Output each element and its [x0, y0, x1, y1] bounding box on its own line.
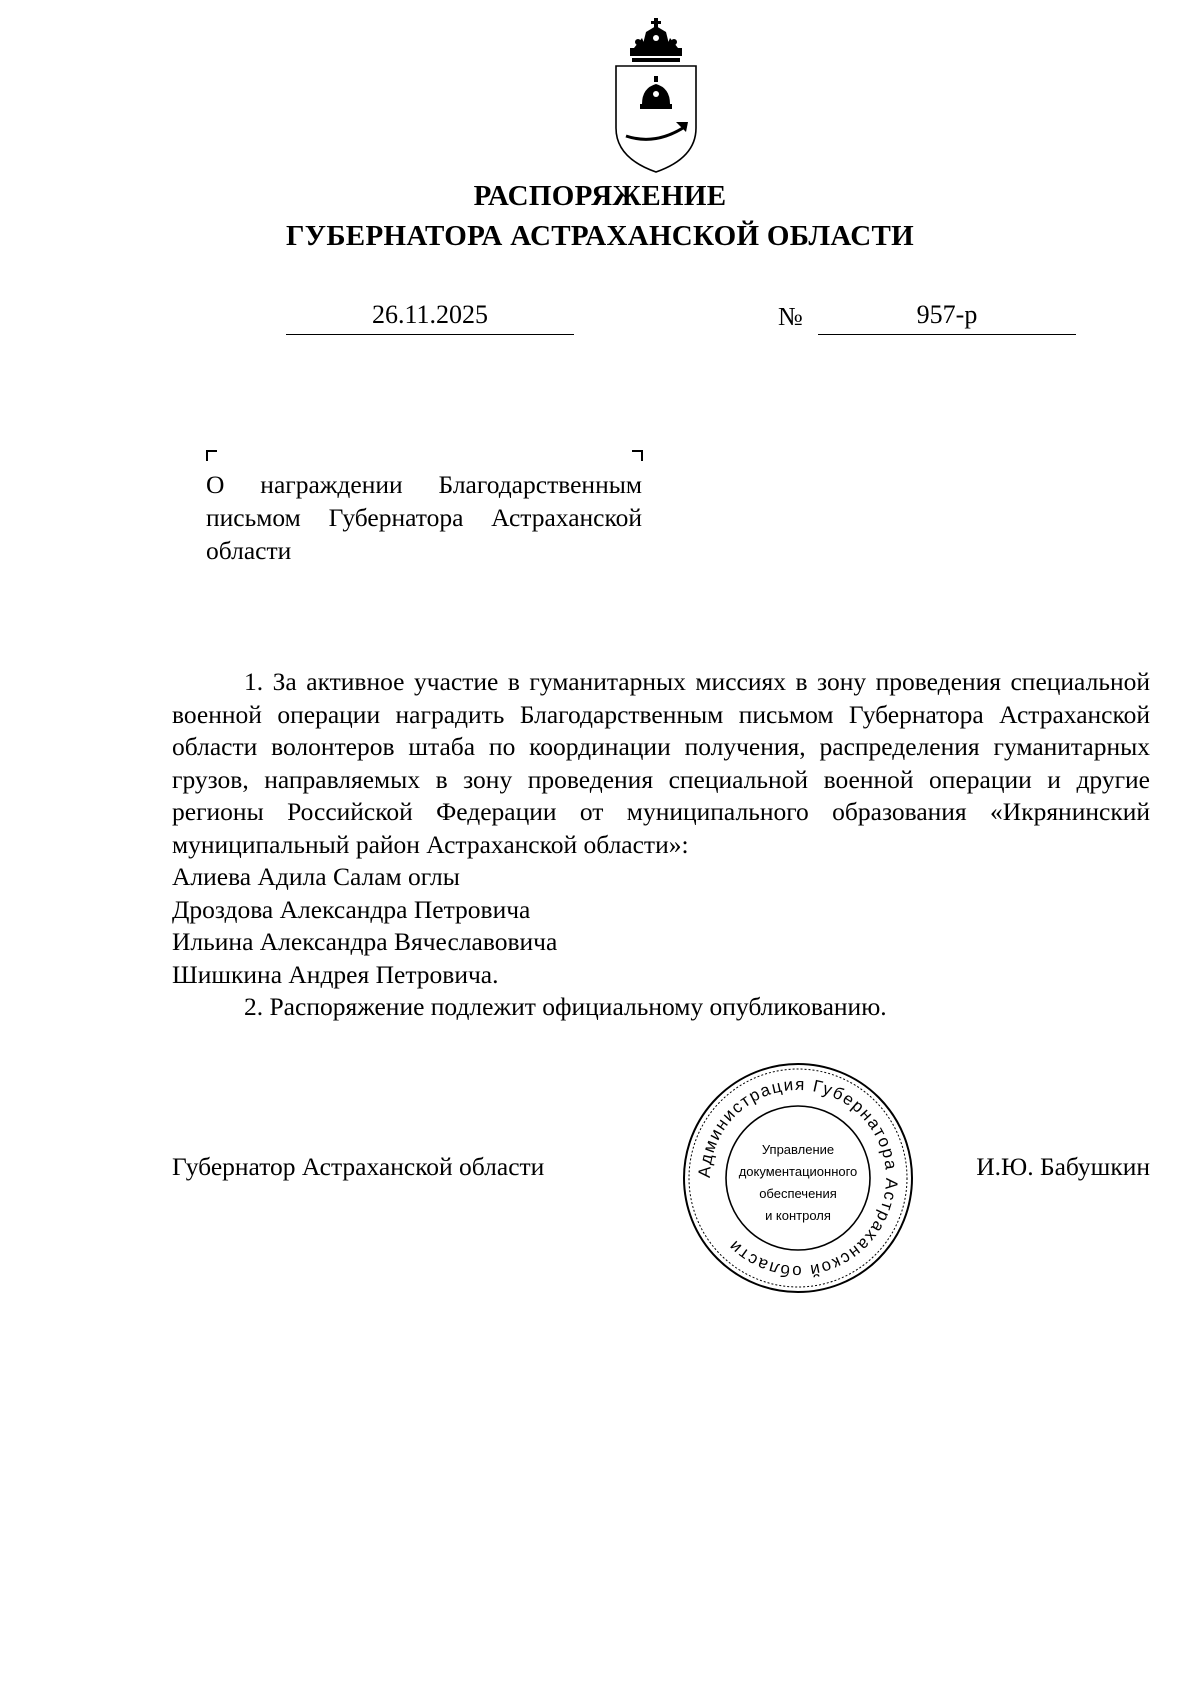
awardee-name: Алиева Адила Салам оглы [172, 862, 460, 891]
subject-block [206, 468, 642, 567]
subject-corner-left [206, 450, 217, 461]
number-sign: № [778, 302, 803, 331]
stamp-ring-text: Администрация Губернатора Астраханской области [694, 1074, 902, 1282]
issuer-title: ГУБЕРНАТОРА АСТРАХАНСКОЙ ОБЛАСТИ [286, 220, 914, 252]
signatory-position: Губернатор Астраханской области [172, 1152, 545, 1181]
stamp-center-text: обеспечения [759, 1186, 837, 1201]
stamp-center-text: и контроля [765, 1208, 831, 1223]
subject-corner-right [632, 450, 643, 461]
coat-of-arms-icon [612, 18, 700, 174]
awardee-name: Ильина Александра Вячеславовича [172, 927, 558, 956]
official-stamp [680, 1060, 916, 1296]
subject-line: области [206, 536, 292, 565]
date-field: 26.11.2025 [286, 298, 574, 335]
awardee-name: Шишкина Андрея Петровича. [172, 959, 499, 989]
subject-line: письмом Губернатора Астраханской [206, 503, 642, 532]
subject-line: О награждении Благодарственным [206, 470, 642, 499]
awardee-name: Дроздова Александра Петровича [172, 894, 531, 924]
paragraph-2: 2. Распоряжение подлежит официальному опубликованию. [244, 992, 887, 1021]
paragraph-1: 1. За активное участие в гуманитарных миссиях в зону проведения специальной военной операции наградить Благодарственным письмом Губернатора Астраханской области волонтеров штаба по координации получения, распределения гуманитарных грузов, направляемых в зону проведения специальной военной операции и другие регионы Российской Федерации от муниципального образования «Икрянинский муниципальный район Астраханской области»: [172, 667, 1150, 859]
document-number-field: 957-р [818, 298, 1076, 335]
signatory-name: И.Ю. Бабушкин [976, 1152, 1150, 1181]
document-title: РАСПОРЯЖЕНИЕ [473, 180, 727, 212]
stamp-center-text: документационного [738, 1164, 858, 1179]
stamp-center-text: Управление [761, 1142, 835, 1157]
document-body [172, 666, 1150, 1024]
